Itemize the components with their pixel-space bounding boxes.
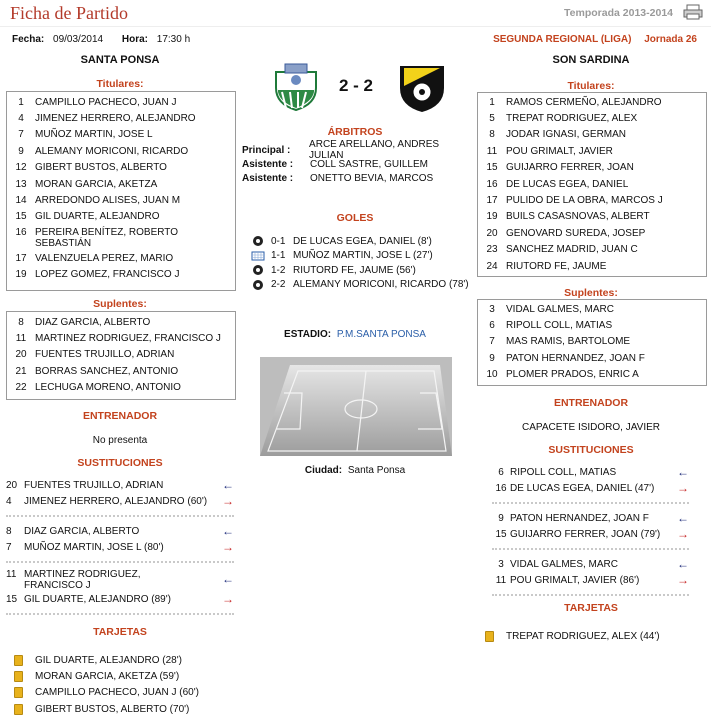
list-item: 12 GIBERT BUSTOS, ALBERTO (15, 162, 167, 174)
home-cards-heading: TARJETAS (93, 626, 147, 638)
list-item: 9 PATON HERNANDEZ, JOAN F (489, 352, 645, 364)
yellow-card-icon (14, 671, 23, 682)
card-item: CAMPILLO PACHECO, JUAN J (60') (14, 685, 234, 701)
season-label: Temporada 2013-2014 (564, 7, 673, 19)
list-item: 11 POU GRIMALT, JAVIER (486, 145, 613, 157)
list-item: 14 ARREDONDO ALISES, JUAN M (15, 195, 181, 207)
city-info: Ciudad: Santa Ponsa (304, 465, 406, 476)
goal-item: 1-1 MUÑOZ MARTIN, JOSE L (27') (251, 249, 476, 264)
goals-heading: GOLES (336, 212, 374, 224)
home-cards-list (14, 652, 234, 718)
list-item: 21 BORRAS SANCHEZ, ANTONIO (15, 365, 179, 377)
away-cards-list (485, 628, 705, 644)
home-starters-heading: Titulares: (96, 78, 144, 90)
goal-item: 0-1 DE LUCAS EGEA, DANIEL (8') (251, 234, 476, 249)
arrow-in-icon: ← (677, 465, 689, 479)
list-item: 17 PULIDO DE LA OBRA, MARCOS J (486, 195, 663, 207)
match-date: Fecha: 09/03/2014 Hora: 17:30 h (12, 34, 191, 45)
list-item: 13 MORAN GARCIA, AKETZA (15, 178, 158, 190)
arrow-in-icon: ← (222, 478, 234, 492)
arrow-out-icon: → (222, 540, 234, 554)
ball-icon (251, 235, 265, 247)
substitution-item: 8 DIAZ GARCIA, ALBERTO ← 7 MUÑOZ MARTIN, JOSE L (80') → (6, 523, 234, 563)
home-team-name: SANTA PONSA (80, 54, 160, 66)
stadium-link[interactable]: P.M.SANTA PONSA (336, 329, 426, 340)
arrow-out-icon: → (677, 481, 689, 495)
away-substitutions-list (492, 464, 689, 602)
away-substitutions-heading: SUSTITUCIONES (548, 444, 634, 456)
arrow-in-icon: ← (677, 511, 689, 525)
divider (492, 544, 689, 550)
goal-item: 2-2 ALEMANY MORICONI, RICARDO (78') (251, 278, 476, 293)
list-item: 3 VIDAL GALMES, MARC (489, 303, 614, 315)
list-item: 16 DE LUCAS EGEA, DANIEL (486, 178, 629, 190)
list-item: 1 RAMOS CERMEÑO, ALEJANDRO (489, 96, 662, 108)
divider (492, 498, 689, 504)
away-team-name: SON SARDINA (552, 54, 630, 66)
home-bench-list (6, 311, 236, 400)
list-item: 8 JODAR IGNASI, GERMAN (489, 129, 627, 141)
list-item: 19 BUILS CASASNOVAS, ALBERT (486, 211, 650, 223)
list-item: 10 PLOMER PRADOS, ENRIC A (486, 369, 639, 381)
card-item: GIL DUARTE, ALEJANDRO (28') (14, 652, 234, 668)
list-item: 23 SANCHEZ MADRID, JUAN C (486, 244, 638, 256)
away-coach-heading: ENTRENADOR (553, 397, 629, 409)
away-starters-heading: Titulares: (567, 80, 615, 92)
home-coach-name: No presenta (92, 435, 148, 446)
home-coach-heading: ENTRENADOR (82, 410, 158, 422)
substitution-item: 20 FUENTES TRUJILLO, ADRIAN ← 4 JIMENEZ HERRERO, ALEJANDRO (60') → (6, 477, 234, 517)
home-crest-icon (270, 62, 322, 112)
page-title: Ficha de Partido (10, 3, 128, 23)
card-item: GIBERT BUSTOS, ALBERTO (70') (14, 701, 234, 717)
arrow-in-icon: ← (677, 557, 689, 571)
arrow-in-icon: ← (222, 524, 234, 538)
goal-net-icon (251, 250, 265, 262)
arrow-in-icon: ← (222, 572, 234, 586)
arrow-out-icon: → (677, 527, 689, 541)
divider (492, 590, 689, 596)
away-coach-name: CAPACETE ISIDORO, JAVIER (522, 422, 660, 433)
divider (6, 609, 234, 615)
yellow-card-icon (485, 631, 494, 642)
ball-icon (251, 264, 265, 276)
goal-item: 1-2 RIUTORD FE, JAUME (56') (251, 263, 476, 278)
referees-list (242, 139, 474, 185)
list-item: 7 MAS RAMIS, BARTOLOME (489, 336, 631, 348)
referee-row: Principal : ARCE ARELLANO, ANDRES JULIAN (242, 139, 440, 161)
list-item: 11 MARTINEZ RODRIGUEZ, FRANCISCO J (15, 333, 221, 345)
list-item: 1 CAMPILLO PACHECO, JUAN J (18, 96, 177, 108)
divider (6, 511, 234, 517)
competition-info: SEGUNDA REGIONAL (LIGA) Jornada 26 (493, 34, 697, 45)
away-starters-list (477, 92, 707, 277)
header-divider (0, 26, 711, 27)
print-icon[interactable] (683, 4, 703, 20)
list-item: 24 RIUTORD FE, JAUME (486, 260, 607, 272)
list-item: 15 GUIJARRO FERRER, JOAN (486, 162, 634, 174)
home-substitutions-heading: SUSTITUCIONES (77, 457, 163, 469)
list-item: 6 RIPOLL COLL, MATIAS (489, 320, 613, 332)
card-item: TREPAT RODRIGUEZ, ALEX (44') (485, 628, 705, 644)
referee-row: Asistente : COLL SASTRE, GUILLEM (242, 158, 428, 170)
card-item: MORAN GARCIA, AKETZA (59') (14, 668, 234, 684)
away-bench-heading: Suplentes: (564, 287, 618, 299)
list-item: 4 JIMENEZ HERRERO, ALEJANDRO (18, 113, 196, 125)
list-item: 20 FUENTES TRUJILLO, ADRIAN (15, 349, 175, 361)
referee-row: Asistente : ONETTO BEVIA, MARCOS (242, 172, 434, 184)
referees-heading: ÁRBITROS (327, 126, 383, 138)
stadium-pitch-image (260, 357, 452, 456)
list-item: 5 TREPAT RODRIGUEZ, ALEX (489, 113, 638, 125)
arrow-out-icon: → (677, 573, 689, 587)
away-crest-icon (396, 62, 448, 114)
ball-icon (251, 279, 265, 291)
list-item: 8 DIAZ GARCIA, ALBERTO (18, 316, 151, 328)
list-item: 22 LECHUGA MORENO, ANTONIO (15, 382, 181, 394)
home-bench-heading: Suplentes: (93, 298, 147, 310)
list-item: 7 MUÑOZ MARTIN, JOSE L (18, 129, 153, 141)
list-item: 20 GENOVARD SUREDA, JOSEP (486, 227, 646, 239)
yellow-card-icon (14, 687, 23, 698)
home-substitutions-list (6, 477, 234, 621)
arrow-out-icon: → (222, 592, 234, 606)
substitution-item: 6 RIPOLL COLL, MATIAS ← 16 DE LUCAS EGEA, DANIEL (47') → (492, 464, 689, 504)
list-item: 19 LOPEZ GOMEZ, FRANCISCO J (15, 269, 180, 281)
divider (6, 557, 234, 563)
yellow-card-icon (14, 655, 23, 666)
arrow-out-icon: → (222, 494, 234, 508)
stadium-info: ESTADIO: P.M.SANTA PONSA (284, 329, 426, 340)
substitution-item: 9 PATON HERNANDEZ, JOAN F ← 15 GUIJARRO FERRER, JOAN (79') → (492, 510, 689, 550)
list-item: 16 PEREIRA BENÍTEZ, ROBERTO SEBASTIÁN (15, 227, 178, 250)
list-item: 9 ALEMANY MORICONI, RICARDO (18, 145, 189, 157)
list-item: 17 VALENZUELA PEREZ, MARIO (15, 252, 174, 264)
home-starters-list (6, 91, 236, 291)
away-cards-heading: TARJETAS (564, 602, 618, 614)
goals-list (251, 234, 476, 292)
substitution-item: 3 VIDAL GALMES, MARC ← 11 POU GRIMALT, JAVIER (86') → (492, 556, 689, 596)
list-item: 15 GIL DUARTE, ALEJANDRO (15, 211, 160, 223)
score: 2 - 2 (338, 76, 374, 95)
substitution-item: 11 MARTINEZ RODRIGUEZ, FRANCISCO J ← 15 GIL DUARTE, ALEJANDRO (89') → (6, 569, 234, 615)
away-bench-list (477, 299, 707, 386)
yellow-card-icon (14, 704, 23, 715)
